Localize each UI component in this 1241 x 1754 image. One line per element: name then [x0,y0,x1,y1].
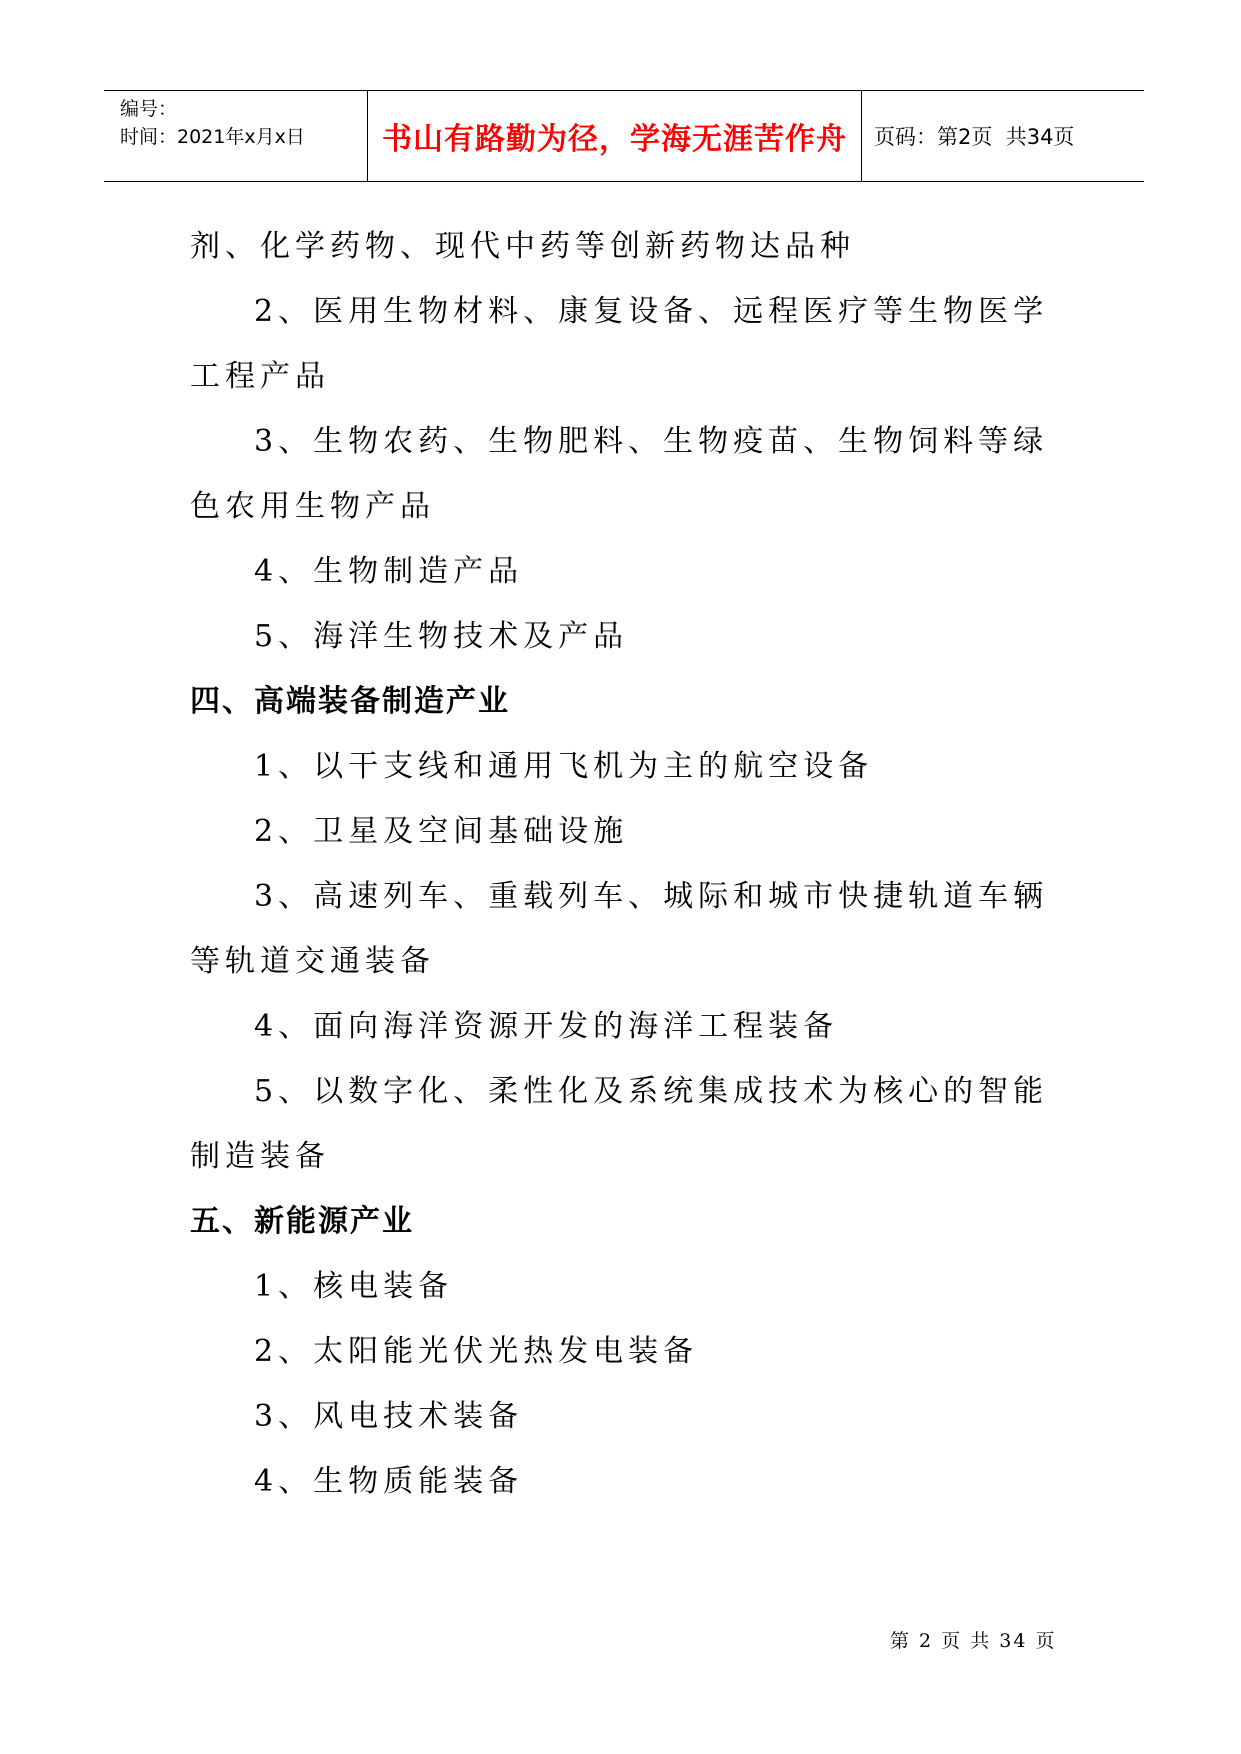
body-line: 2、卫星及空间基础设施 [254,814,629,849]
body-line: 4、面向海洋资源开发的海洋工程装备 [254,1009,839,1044]
body-line: 3、高速列车、重载列车、城际和城市快捷轨道车辆等轨道交通装备 [190,879,1049,979]
page-header [104,90,1144,182]
header-slogan: 书山有路勤为径，学海无涯苦作舟 [368,91,862,181]
section-heading: 五、新能源产业 [190,1204,414,1239]
document-time-label: 时间：2021年x月x日 [120,126,305,148]
document-number-label: 编号： [120,98,178,120]
body-line: 3、风电技术装备 [254,1399,524,1434]
body-line: 4、生物质能装备 [254,1464,524,1499]
body-line: 5、海洋生物技术及产品 [254,619,629,654]
body-line: 2、太阳能光伏光热发电装备 [254,1334,699,1369]
body-line: 3、生物农药、生物肥料、生物疫苗、生物饲料等绿色农用生物产品 [190,424,1049,524]
body-line: 5、以数字化、柔性化及系统集成技术为核心的智能制造装备 [190,1074,1049,1174]
body-line: 1、以干支线和通用飞机为主的航空设备 [254,749,874,784]
header-page-code: 页码：第2页 共34页 [874,125,1075,149]
header-info-cell [104,91,368,181]
body-line: 4、生物制造产品 [254,554,524,589]
page-footer: 第 2 页 共 34 页 [890,1630,1057,1652]
body-line: 2、医用生物材料、康复设备、远程医疗等生物医学工程产品 [190,294,1049,394]
body-line: 1、核电装备 [254,1269,454,1304]
section-heading: 四、高端装备制造产业 [190,684,510,719]
document-body [190,214,1060,1514]
body-line: 剂、化学药物、现代中药等创新药物达品种 [190,229,855,264]
